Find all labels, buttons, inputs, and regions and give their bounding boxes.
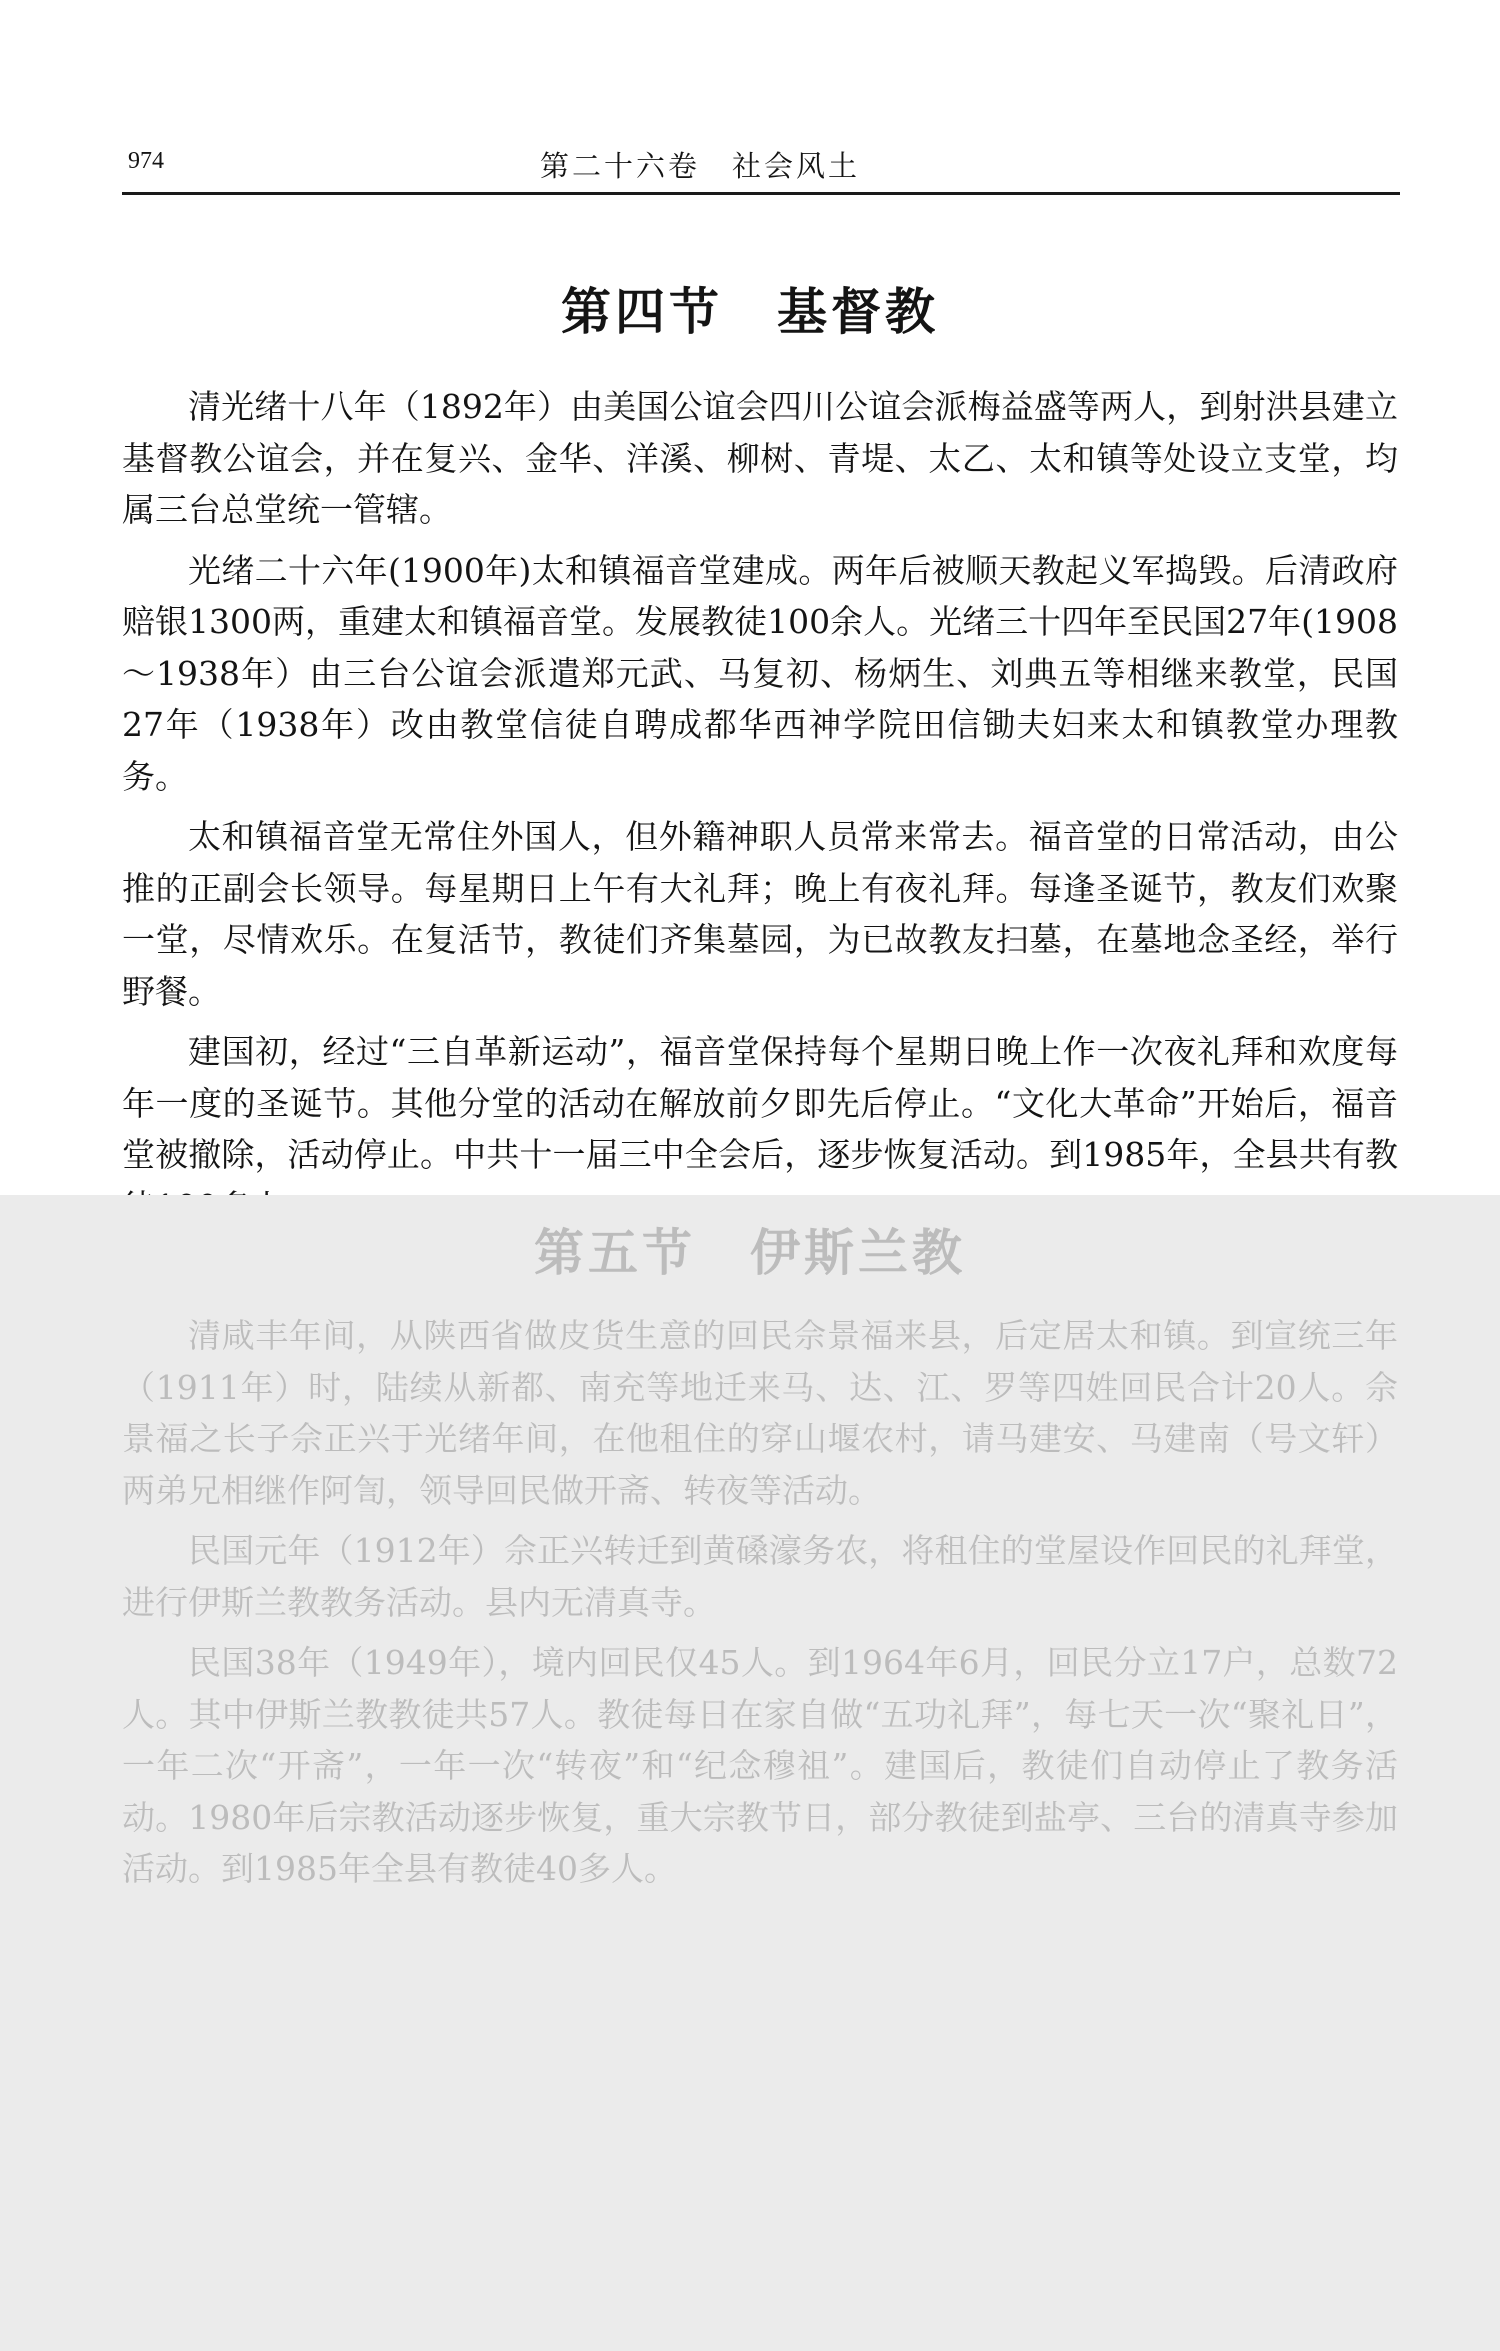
paragraph: 太和镇福音堂无常住外国人，但外籍神职人员常来常去。福音堂的日常活动，由公推的正副会长领导。每星期日上午有大礼拜；晚上有夜礼拜。每逢圣诞节，教友们欢聚一堂，尽情欢乐。在复活节，教徒们齐集墓园，为已故教友扫墓，在墓地念圣经，举行野餐。 (122, 817, 1398, 1011)
header-rule (122, 192, 1400, 195)
section-title-islam: 第五节 伊斯兰教 (534, 1223, 966, 1282)
paragraph: 光绪二十六年(1900年)太和镇福音堂建成。两年后被顺天教起义军捣毁。后清政府赔银1300两，重建太和镇福音堂。发展教徒100余人。光绪三十四年至民国27年(1908～1938年）由三台公谊会派遣郑元武、马复初、杨炳生、刘典五等相继来教堂，民国27年（1938年）改由教堂信徒自聘成都华西神学院田信锄夫妇来太和镇教堂办理教务。 (122, 550, 1398, 796)
paragraph: 民国38年（1949年），境内回民仅45人。到1964年6月，回民分立17户，总数72人。其中伊斯兰教教徒共57人。教徒每日在家自做“五功礼拜”，每七天一次“聚礼日”，一年二次“开斋”，一年一次“转夜”和“纪念穆祖”。建国后，教徒们自动停止了教务活动。1980年后宗教活动逐步恢复，重大宗教节日，部分教徒到盐亭、三台的清真寺参加活动。到1985年全县有教徒40多人。 (122, 1643, 1398, 1888)
section-title-christianity: 第四节 基督教 (561, 282, 939, 341)
page-number: 974 (128, 148, 164, 174)
paragraph: 民国元年（1912年）佘正兴转迁到黄磉濠务农，将租住的堂屋设作回民的礼拜堂，进行伊斯兰教教务活动。县内无清真寺。 (122, 1531, 1398, 1622)
section-body-islam (122, 1310, 1398, 1895)
paragraph: 建国初，经过“三自革新运动”，福音堂保持每个星期日晚上作一次夜礼拜和欢度每年一度的圣诞节。其他分堂的活动在解放前夕即先后停止。“文化大革命”开始后，福音堂被撤除，活动停止。中共十一届三中全会后，逐步恢复活动。到1985年，全县共有教 (122, 1032, 1398, 1174)
page-header (0, 0, 1500, 200)
running-title: 第二十六卷 社会风土 (540, 149, 861, 183)
paragraph: 清咸丰年间，从陕西省做皮货生意的回民佘景福来县，后定居太和镇。到宣统三年（1911年）时，陆续从新都、南充等地迁来马、达、江、罗等四姓回民合计20人。佘景福之长子佘正兴于光绪年间，在他租住的穿山堰农村，请马建安、马建南（号文轩）两弟兄相继作阿訇，领导回民做开斋、转夜等活动。 (122, 1316, 1398, 1510)
paragraph: 清光绪十八年（1892年）由美国公谊会四川公谊会派梅益盛等两人，到射洪县建立基督教公谊会，并在复兴、金华、洋溪、柳树、青堤、太乙、太和镇等处设立支堂，均属三台总堂统一管辖。 (122, 387, 1398, 529)
section-body-christianity (122, 381, 1398, 1232)
